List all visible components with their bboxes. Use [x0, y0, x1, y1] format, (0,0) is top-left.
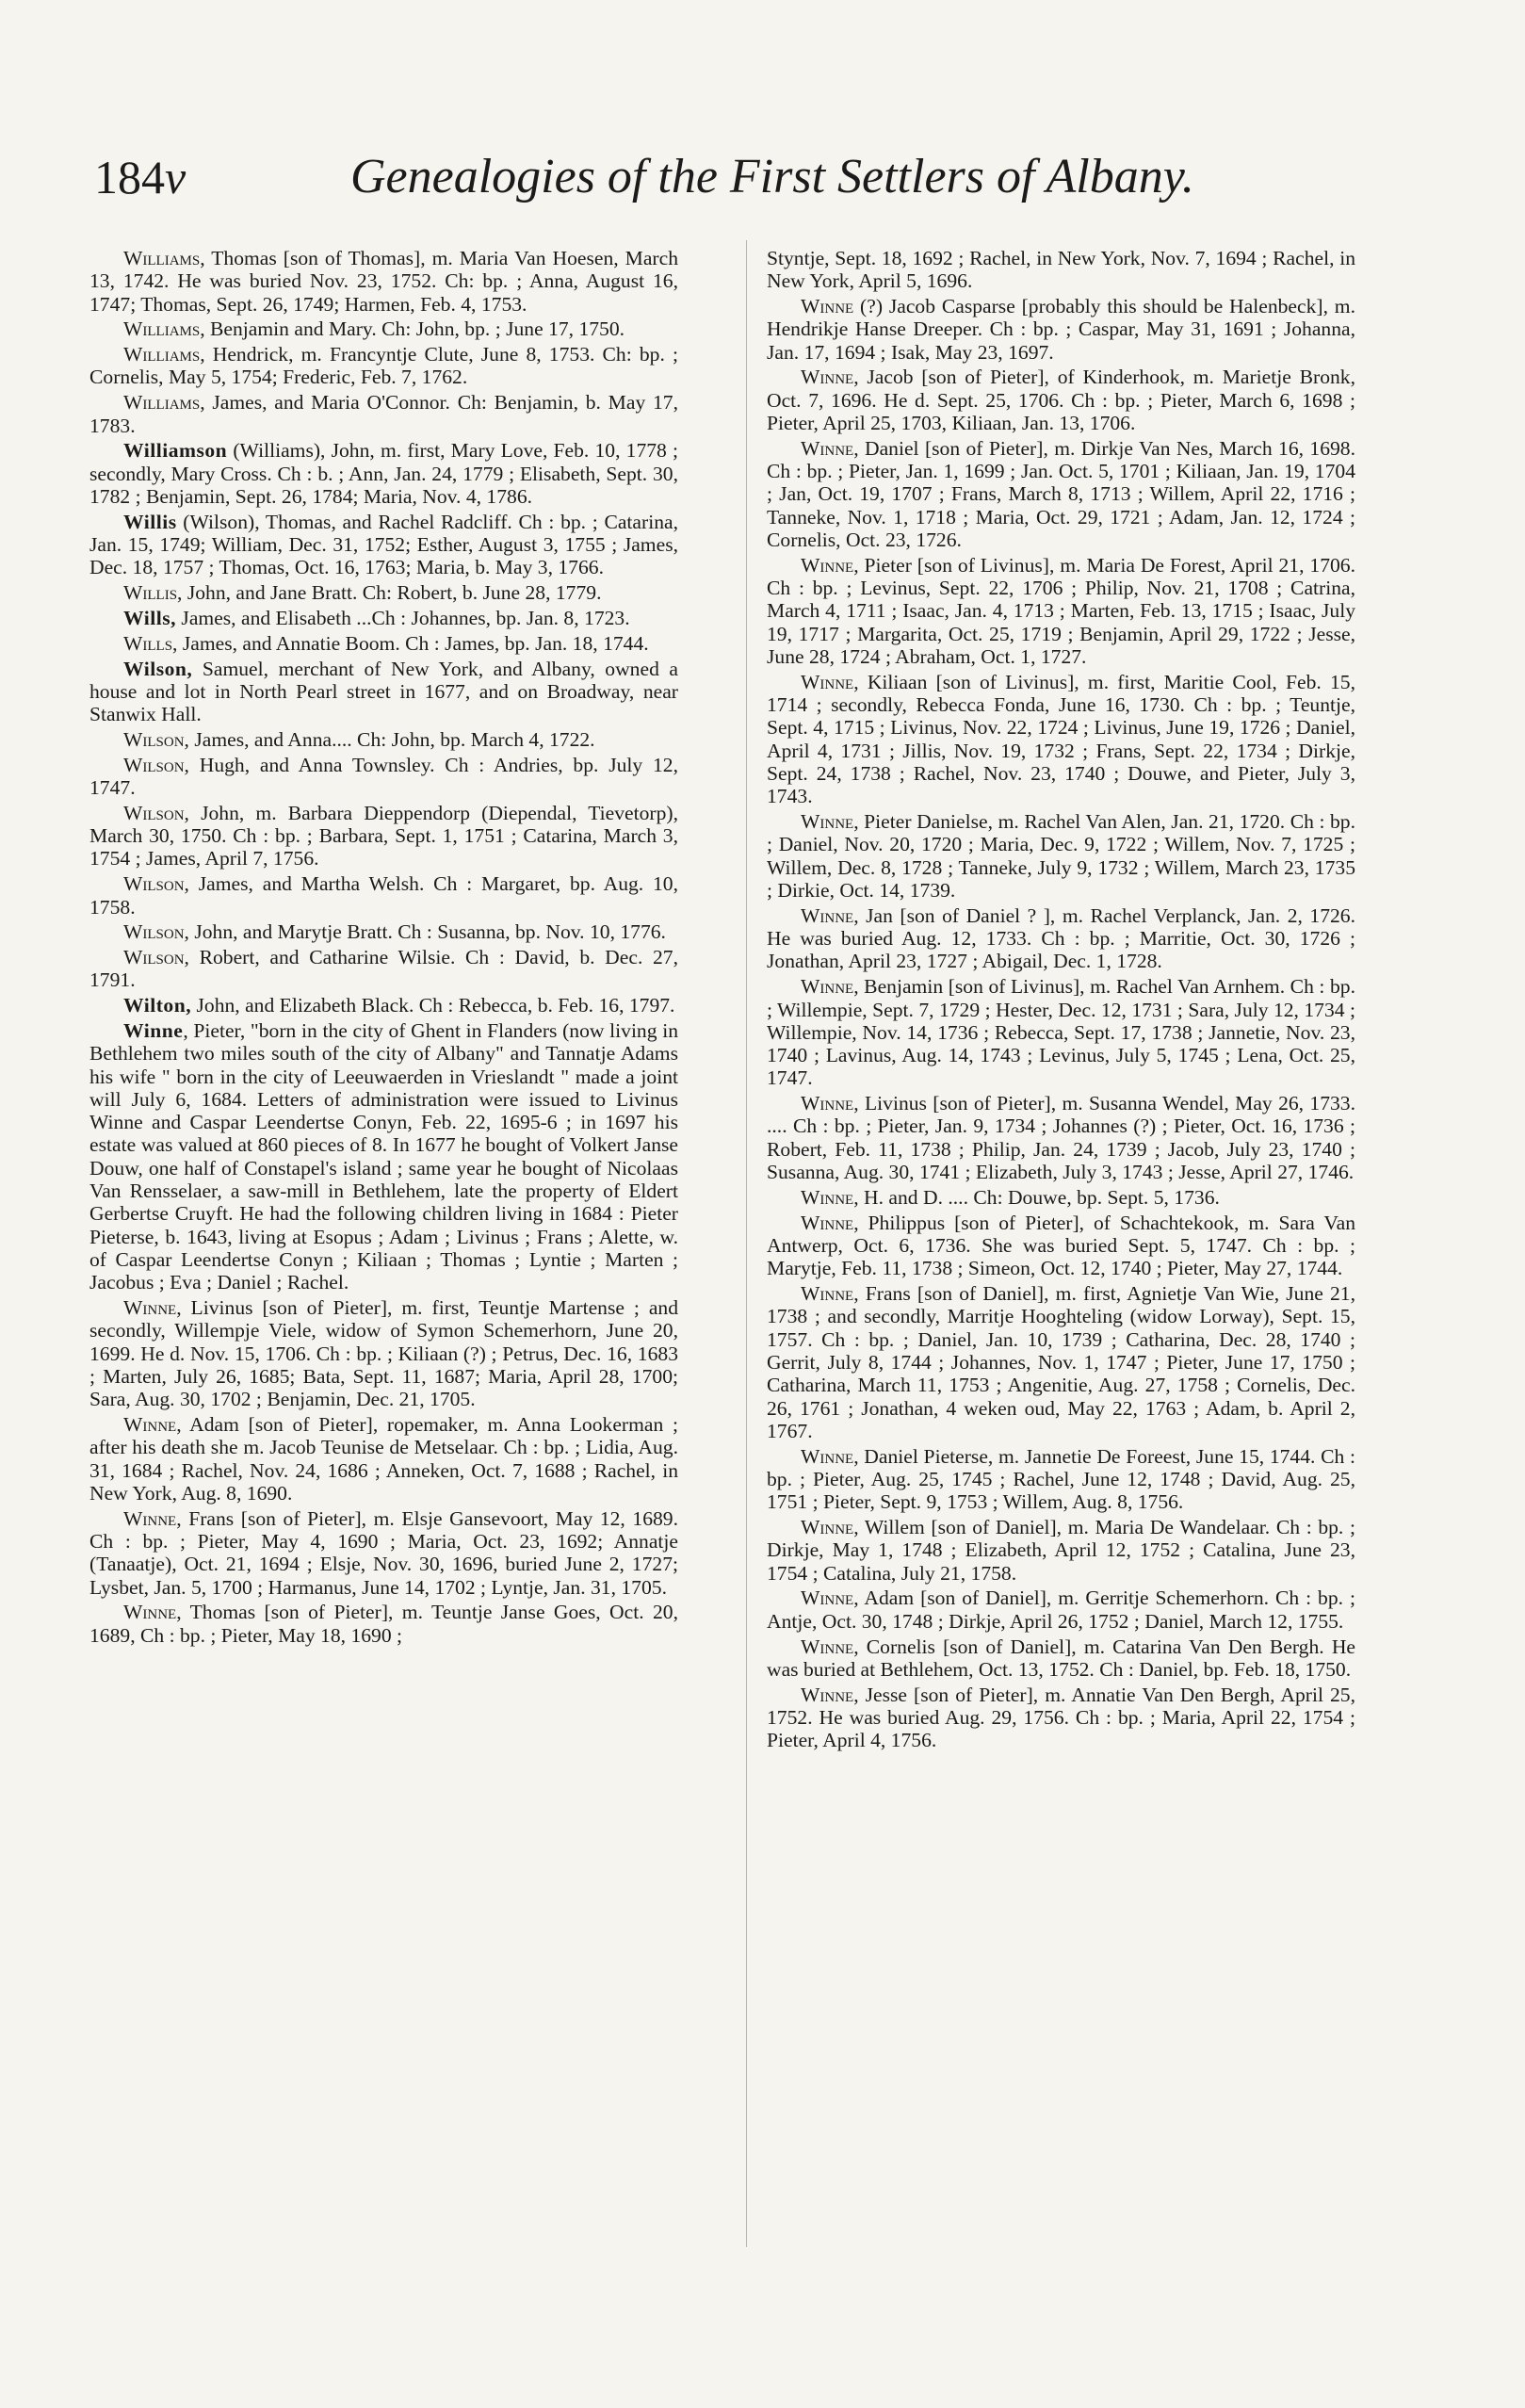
genealogy-entry — [767, 1282, 1355, 1442]
entry-text: , Cornelis [son of Daniel], m. Catarina Van Den Bergh. He was buried at Bethlehem, Oct. 13, 1752. Ch : Daniel, bp. Feb. 18, 1750. — [767, 1635, 1355, 1681]
entry-text: , Pieter, "born in the city of Ghent in Flanders (now living in Bethlehem two miles south of the city of Albany" and Tannatje Adams his wife " born in the city of Leeuwaerden in Vrieslandt " made a joint will July 6, 1684. Letters of administration were issued to Livinus Winne and Caspar Leendertse Conyn, Feb. 22, 1695-6 ; in 1697 his estate was valued at 860 pieces of 8. In 1677 he bought of Volkert Janse Douw, one half of Constapel's island ; same year he bought of Nicolaas Van Rensselaer, a saw-mill in Bethlehem, late the property of Eldert Gerbertse Cruyft. He had the following children living in 1684 : Pieter Pieterse, b. 1643, living at Esopus ; Adam ; Livinus ; Frans ; Alette, w. of Caspar Leendertse Conyn ; Kiliaan ; Thomas ; Lyntie ; Marten ; Jacobus ; Eva ; Daniel ; Rachel. — [89, 1019, 678, 1294]
genealogy-entry — [89, 1019, 678, 1294]
entry-text: James, and Elisabeth ...Ch : Johannes, bp. Jan. 8, 1723. — [176, 606, 630, 629]
genealogy-entry — [89, 581, 678, 604]
genealogy-entry — [89, 439, 678, 508]
genealogy-entry — [767, 295, 1355, 364]
entry-surname: Wilson, — [123, 657, 193, 680]
entry-surname: Willis — [123, 510, 177, 533]
genealogy-entry — [767, 1186, 1355, 1209]
entry-surname: Winne — [123, 1413, 177, 1437]
entry-text: , Jesse [son of Pieter], m. Annatie Van Den Bergh, April 25, 1752. He was buried Aug. 29, 1756. Ch : bp. ; Maria, April 22, 1754 ; Pieter, April 4, 1756. — [767, 1683, 1355, 1752]
genealogy-entry — [767, 904, 1355, 973]
genealogy-entry — [767, 975, 1355, 1089]
entry-surname: Wilson — [123, 920, 185, 944]
entry-surname: Winne — [801, 1683, 854, 1706]
entry-text: Samuel, merchant of New York, and Albany, owned a house and lot in North Pearl street in 1677, and on Broadway, near Stanwix Hall. — [89, 657, 678, 726]
entry-surname: Wills, — [123, 606, 177, 629]
entry-surname: Williams — [123, 317, 201, 341]
entry-text: , James, and Anna.... Ch: John, bp. March 4, 1722. — [184, 727, 595, 751]
entry-text: , Jan [son of Daniel ? ], m. Rachel Verplanck, Jan. 2, 1726. He was buried Aug. 12, 1733. Ch : bp. ; Marritie, Oct. 30, 1726 ; Jonathan, April 23, 1727 ; Abigail, Dec. 1, 1728. — [767, 903, 1355, 973]
entry-surname: Winne — [801, 670, 854, 693]
genealogy-entry — [767, 366, 1355, 434]
entry-surname: Winne — [801, 903, 854, 927]
genealogy-entry — [767, 1586, 1355, 1633]
entry-text: , Thomas [son of Pieter], m. Teuntje Janse Goes, Oct. 20, 1689, Ch : bp. ; Pieter, May 18, 1690 ; — [89, 1601, 678, 1647]
entry-surname: Willis — [123, 581, 178, 605]
entry-text: , Benjamin and Mary. Ch: John, bp. ; June 17, 1750. — [200, 317, 625, 341]
entry-surname: Wilson — [123, 801, 185, 824]
genealogy-entry — [89, 946, 678, 992]
genealogy-entry — [767, 247, 1355, 293]
entry-surname: Williamson — [123, 439, 228, 463]
entry-surname: Wills — [123, 631, 173, 655]
entry-text: , Frans [son of Pieter], m. Elsje Gansevoort, May 12, 1689. Ch : bp. ; Pieter, May 4, 1690 ; Maria, Oct. 23, 1692; Annatje (Tanaatje), Oct. 21, 1694 ; Elsje, Nov. 30, 1696, buried June 2, 1727; Lysbet, Jan. 5, 1700 ; Harmanus, June 14, 1702 ; Lyntje, Jan. 31, 1705. — [89, 1506, 678, 1599]
entry-surname: Winne — [801, 1211, 854, 1234]
genealogy-entry — [89, 317, 678, 340]
genealogy-entry — [767, 1212, 1355, 1280]
genealogy-entry — [89, 754, 678, 800]
entry-surname: Winne — [801, 366, 854, 389]
entry-text: , Hendrick, m. Francyntje Clute, June 8, 1753. Ch: bp. ; Cornelis, May 5, 1754; Frederic, Feb. 7, 1762. — [89, 343, 678, 389]
entry-surname: Winne — [801, 553, 854, 577]
page-title: Genealogies of the First Settlers of Albany. — [350, 150, 1194, 203]
genealogy-entry — [89, 247, 678, 316]
entry-text: , John, and Marytje Bratt. Ch : Susanna, bp. Nov. 10, 1776. — [184, 920, 666, 944]
entry-text: , Pieter [son of Livinus], m. Maria De Forest, April 21, 1706. Ch : bp. ; Levinus, Sept. 22, 1706 ; Philip, Nov. 21, 1708 ; Catrina, March 4, 1711 ; Isaac, Jan. 4, 1713 ; Marten, Feb. 13, 1715 ; Isaac, July 19, 1717 ; Margarita, Oct. 25, 1719 ; Benjamin, April 29, 1722 ; Jesse, June 28, 1724 ; Abraham, Oct. 1, 1727. — [767, 553, 1355, 669]
entry-surname: Winne — [801, 1516, 854, 1539]
genealogy-entry — [89, 343, 678, 389]
entry-surname: Winne — [801, 1586, 854, 1610]
entry-text: , Willem [son of Daniel], m. Maria De Wandelaar. Ch : bp. ; Dirkje, May 1, 1748 ; Elizabeth, April 12, 1752 ; Catalina, June 23, 1754 ; Catalina, July 21, 1758. — [767, 1516, 1355, 1585]
entry-text: , John, and Jane Bratt. Ch: Robert, b. June 28, 1779. — [177, 581, 602, 605]
genealogy-entry — [767, 810, 1355, 902]
entry-surname: Winne — [801, 810, 854, 834]
genealogy-entry — [767, 1092, 1355, 1183]
entry-text: (Williams), John, m. first, Mary Love, Feb. 10, 1778 ; secondly, Mary Cross. Ch : b. ; Ann, Jan. 24, 1779 ; Elisabeth, Sept. 30, 1782 ; Benjamin, Sept. 26, 1784; Maria, Nov. 4, 1786. — [89, 439, 678, 508]
entry-text: , Benjamin [son of Livinus], m. Rachel Van Arnhem. Ch : bp. ; Willempie, Sept. 7, 1729 ; Hester, Dec. 12, 1731 ; Sara, July 12, 1734 ; Willempie, Nov. 14, 1736 ; Rebecca, Sept. 17, 1738 ; Jannetie, Nov. 23, 1740 ; Lavinus, Aug. 14, 1743 ; Levinus, July 5, 1745 ; Lena, Oct. 25, 1747. — [767, 975, 1355, 1090]
entry-text: , Philippus [son of Pieter], of Schachtekook, m. Sara Van Antwerp, Oct. 6, 1736. She was buried Sept. 5, 1747. Ch : bp. ; Marytje, Feb. 11, 1738 ; Simeon, Oct. 12, 1740 ; Pieter, May 27, 1744. — [767, 1211, 1355, 1280]
entry-text: , Jacob [son of Pieter], of Kinderhook, m. Marietje Bronk, Oct. 7, 1696. He d. Sept. 25, 1706. Ch : bp. ; Pieter, March 6, 1698 ; Pieter, April 25, 1703, Kiliaan, Jan. 13, 1706. — [767, 366, 1355, 435]
entry-surname: Winne — [801, 1185, 854, 1209]
entry-surname: Winne — [801, 975, 854, 999]
entry-surname: Williams — [123, 343, 201, 366]
entry-text: (Wilson), Thomas, and Rachel Radcliff. Ch : bp. ; Catarina, Jan. 15, 1749; William, Dec. 31, 1752; Esther, August 3, 1755 ; James, Dec. 18, 1757 ; Thomas, Oct. 16, 1763; Maria, b. May 3, 1766. — [89, 510, 678, 579]
entry-surname: Wilson — [123, 753, 185, 776]
entry-text: , Adam [son of Daniel], m. Gerritje Schemerhorn. Ch : bp. ; Antje, Oct. 30, 1748 ; Dirkje, April 26, 1752 ; Daniel, March 12, 1755. — [767, 1586, 1355, 1633]
page-number: 184v — [94, 151, 187, 203]
genealogy-entry — [89, 1296, 678, 1410]
entry-text: , Frans [son of Daniel], m. first, Agnietje Van Wie, June 21, 1738 ; and secondly, Marritje Hooghteling (widow Lorway), Sept. 15, 1757. Ch : bp. ; Daniel, Jan. 10, 1739 ; Catharina, Dec. 28, 1740 ; Gerrit, July 8, 1744 ; Johannes, Nov. 1, 1747 ; Pieter, June 17, 1750 ; Catharina, March 11, 1753 ; Angenitie, Aug. 27, 1758 ; Cornelis, Dec. 26, 1761 ; Jonathan, 4 weken oud, May 22, 1763 ; Adam, b. April 2, 1767. — [767, 1282, 1355, 1442]
genealogy-entry — [767, 1516, 1355, 1585]
entry-text: , Adam [son of Pieter], ropemaker, m. Anna Lookerman ; after his death she m. Jacob Teunise de Metselaar. Ch : bp. ; Lidia, Aug. 31, 1684 ; Rachel, Nov. 24, 1686 ; Anneken, Oct. 7, 1688 ; Rachel, in New York, Aug. 8, 1690. — [89, 1413, 678, 1505]
entry-surname: Wilson — [123, 946, 185, 969]
genealogy-entry — [89, 632, 678, 655]
entry-text: , Kiliaan [son of Livinus], m. first, Maritie Cool, Feb. 15, 1714 ; secondly, Rebecca Fonda, June 16, 1730. Ch : bp. ; Teuntje, Sept. 4, 1715 ; Livinus, Nov. 22, 1724 ; Livinus, June 19, 1726 ; Daniel, April 4, 1731 ; Jillis, Nov. 19, 1732 ; Frans, Sept. 22, 1734 ; Dirkje, Sept. 24, 1738 ; Rachel, Nov. 23, 1740 ; Douwe, and Pieter, July 3, 1743. — [767, 670, 1355, 808]
genealogy-entry — [89, 728, 678, 751]
genealogy-entry — [89, 511, 678, 579]
entry-text: , Pieter Danielse, m. Rachel Van Alen, Jan. 21, 1720. Ch : bp. ; Daniel, Nov. 20, 1720 ; Maria, Dec. 9, 1722 ; Willem, Nov. 7, 1725 ; Willem, Dec. 8, 1728 ; Tanneke, July 9, 1732 ; Willem, March 23, 1735 ; Dirkie, Oct. 14, 1739. — [767, 810, 1355, 903]
right-column — [767, 247, 1355, 1754]
entry-surname: Winne — [801, 1635, 854, 1658]
entry-surname: Wilson — [123, 727, 185, 751]
entry-text: , James, and Maria O'Connor. Ch: Benjamin, b. May 17, 1783. — [89, 391, 678, 437]
entry-surname: Winne — [801, 295, 854, 318]
genealogy-entry — [89, 658, 678, 726]
entry-text: John, and Elizabeth Black. Ch : Rebecca, b. Feb. 16, 1797. — [191, 994, 675, 1017]
genealogy-entry — [89, 994, 678, 1017]
genealogy-entry — [767, 1445, 1355, 1514]
entry-surname: Winne — [801, 436, 854, 460]
entry-text: , James, and Annatie Boom. Ch : James, bp. Jan. 18, 1744. — [172, 631, 649, 655]
entry-text: , James, and Martha Welsh. Ch : Margaret, bp. Aug. 10, 1758. — [89, 872, 678, 919]
entry-text: , Daniel [son of Pieter], m. Dirkje Van Nes, March 16, 1698. Ch : bp. ; Pieter, Jan. 1, 1699 ; Jan. Oct. 5, 1701 ; Kiliaan, Jan. 19, 1704 ; Jan, Oct. 19, 1707 ; Frans, March 8, 1713 ; Willem, April 22, 1716 ; Tanneke, Nov. 1, 1718 ; Maria, Oct. 29, 1721 ; Adam, Jan. 12, 1724 ; Cornelis, Oct. 23, 1726. — [767, 436, 1355, 552]
page-header — [94, 149, 1194, 215]
entry-text: , H. and D. .... Ch: Douwe, bp. Sept. 5, 1736. — [853, 1185, 1220, 1209]
entry-surname: Winne — [801, 1282, 854, 1306]
genealogy-entry — [767, 1635, 1355, 1682]
entry-text: , Thomas [son of Thomas], m. Maria Van Hoesen, March 13, 1742. He was buried Nov. 23, 1752. Ch: bp. ; Anna, August 16, 1747; Thomas, Sept. 26, 1749; Harmen, Feb. 4, 1753. — [89, 247, 678, 316]
column-divider — [746, 240, 747, 2247]
genealogy-entry — [89, 872, 678, 919]
entry-text: (?) Jacob Casparse [probably this should be Halenbeck], m. Hendrikje Hanse Dreeper. Ch : bp. ; Caspar, May 31, 1691 ; Johanna, Jan. 17, 1694 ; Isak, May 23, 1697. — [767, 295, 1355, 364]
entry-text: , Hugh, and Anna Townsley. Ch : Andries, bp. July 12, 1747. — [89, 753, 678, 800]
genealogy-entry — [767, 437, 1355, 551]
entry-text: , John, m. Barbara Dieppendorp (Diependal, Tievetorp), March 30, 1750. Ch : bp. ; Barbara, Sept. 1, 1751 ; Catarina, March 3, 1754 ; James, April 7, 1756. — [89, 801, 678, 870]
genealogy-entry — [89, 1507, 678, 1599]
entry-surname: Winne — [123, 1019, 184, 1042]
entry-text: Styntje, Sept. 18, 1692 ; Rachel, in New York, Nov. 7, 1694 ; Rachel, in New York, April 5, 1696. — [767, 247, 1355, 293]
genealogy-entry — [89, 802, 678, 870]
entry-surname: Williams — [123, 247, 201, 269]
entry-text: , Robert, and Catharine Wilsie. Ch : David, b. Dec. 27, 1791. — [89, 946, 678, 992]
entry-surname: Wilton, — [123, 994, 192, 1017]
genealogy-entry — [767, 671, 1355, 808]
entry-surname: Winne — [123, 1506, 177, 1530]
entry-surname: Winne — [123, 1601, 177, 1624]
entry-text: , Livinus [son of Pieter], m. Susanna Wendel, May 26, 1733. .... Ch : bp. ; Pieter, Jan. 9, 1734 ; Johannes (?) ; Pieter, Oct. 16, 1736 ; Robert, Feb. 11, 1738 ; Philip, Jan. 24, 1739 ; Jacob, July 23, 1740 ; Susanna, Aug. 30, 1741 ; Elizabeth, July 3, 1743 ; Jesse, April 27, 1746. — [767, 1092, 1355, 1184]
genealogy-entry — [89, 920, 678, 943]
entry-surname: Williams — [123, 391, 201, 415]
entry-text: , Livinus [son of Pieter], m. first, Teuntje Martense ; and secondly, Willempje Viele, widow of Symon Schemerhorn, June 20, 1699. He d. Nov. 15, 1706. Ch : bp. ; Kiliaan (?) ; Petrus, Dec. 16, 1683 ; Marten, July 26, 1685; Bata, Sept. 11, 1687; Maria, April 28, 1700; Sara, Aug. 30, 1702 ; Benjamin, Dec. 21, 1705. — [89, 1296, 678, 1411]
genealogy-entry — [89, 1601, 678, 1647]
genealogy-entry — [767, 1684, 1355, 1752]
left-column — [89, 247, 678, 1650]
entry-surname: Winne — [801, 1092, 854, 1115]
entry-surname: Winne — [123, 1296, 177, 1320]
genealogy-entry — [89, 391, 678, 437]
entry-text: , Daniel Pieterse, m. Jannetie De Foreest, June 15, 1744. Ch : bp. ; Pieter, Aug. 25, 1745 ; Rachel, June 12, 1748 ; David, Aug. 25, 1751 ; Pieter, Sept. 9, 1753 ; Willem, Aug. 8, 1756. — [767, 1444, 1355, 1514]
entry-surname: Winne — [801, 1444, 854, 1468]
genealogy-entry — [89, 607, 678, 629]
entry-surname: Wilson — [123, 872, 185, 896]
genealogy-entry — [89, 1413, 678, 1505]
genealogy-entry — [767, 554, 1355, 668]
